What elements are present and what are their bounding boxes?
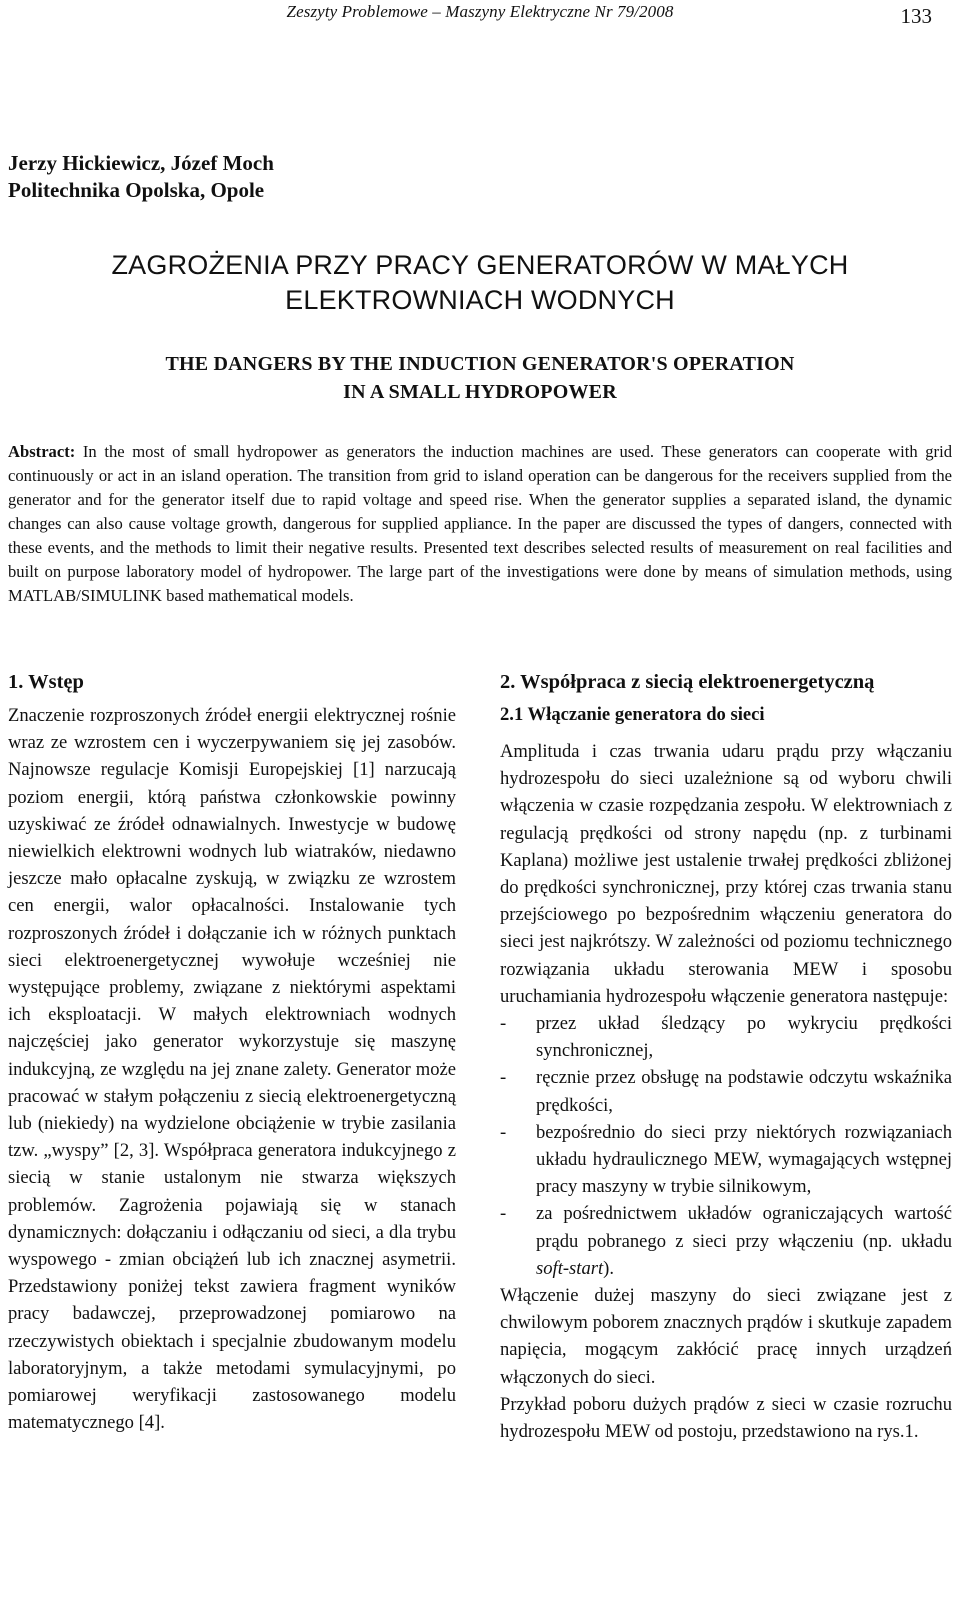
title-english-line-2: IN A SMALL HYDROPOWER	[343, 381, 617, 403]
title-polish	[0, 248, 960, 318]
section-2-paragraph-3: Przykład poboru dużych prądów z sieci w czasie rozruchu hydrozespołu MEW od postoju, przedstawiono na rys.1.	[500, 1393, 952, 1443]
dash-bullet: -	[500, 1013, 507, 1035]
dash-bullet: -	[500, 1067, 507, 1089]
section-1-text: Znaczenie rozproszonych źródeł energii elektrycznej rośnie wraz ze wzrostem cen i wyczerpywaniem się jej zasobów. Najnowsze regulacje Komisji Europejskiej [1] narzucają poziom energii, którą państwa członkowskie powinny uzyskiwać ze źródeł odnawialnych. Inwestycje w budowę niewielkich elektrowni wodnych lub wiatraków, niedawno jeszcze mało opłacalne zyskują, w związku ze wzrostem cen energii, walor opłacalności. Instalowanie tych rozproszonych źródeł i dołączanie ich w różnych punktach sieci elektroenergetycznej wywołuje wcześniej nie występujące problemy, związane z niektórymi aspektami ich eksploatacji. W małych elektrowniach wodnych najczęściej jako generator wykorzystuje się maszynę indukcyjną, ze względu na jej znane zalety. Generator może pracować w stałym połączeniu z siecią elektroenergetyczną lub (niekiedy) na wydzielone obciążenie w trybie zasilania tzw. „wyspy” [2, 3]. Współpraca generatora indukcyjnego z siecią w stanie ustalonym nie stwarza większych problemów. Zagrożenia pojawiają się w stanach dynamicznych: dołączaniu i odłączaniu od sieci, a dla trybu wyspowego - zmian obciążeń lub ich znacznej asymetrii. Przedstawiony poniżej tekst zawiera fragment wyników pracy badawczej, przeprowadzonej pomiarowo na rzeczywistych obiektach i specjalnie zbudowanym modelu laboratoryjnym, a także metodami symulacyjnymi, po pomiarowej weryfikacji zastosowanego modelu matematycznego [4].	[8, 705, 456, 1434]
author-affiliation: Politechnika Opolska, Opole	[8, 178, 265, 202]
title-english-line-1: THE DANGERS BY THE INDUCTION GENERATOR'S OPERATION	[165, 353, 795, 375]
author-names: Jerzy Hickiewicz, Józef Moch	[8, 151, 274, 175]
section-2-paragraph-2: Włączenie dużej maszyny do sieci związane jest z chwilowym poborem znacznych prądów i skutkuje zapadem napięcia, mogącym zakłócić pracę innych urządzeń włączonych do sieci.	[500, 1285, 952, 1388]
list-item-text-after: ).	[603, 1257, 615, 1279]
dash-bullet: -	[500, 1121, 507, 1143]
list-item	[500, 1119, 952, 1201]
section-2-heading: 2. Współpraca z siecią elektroenergetyczną	[500, 671, 875, 693]
list-item-text: bezpośrednio do sieci przy niektórych rozwiązaniach układu hydraulicznego MEW, wymagających wstępnej pracy maszyny w trybie silnikowym,	[536, 1121, 952, 1198]
list-item	[500, 1064, 952, 1118]
list-item-text-before: za pośrednictwem układów ograniczających wartość prądu pobranego z sieci przy włączeniu (np. układu	[536, 1203, 952, 1252]
dash-list	[500, 1010, 952, 1282]
abstract-label: Abstract:	[8, 442, 76, 461]
list-item	[500, 1200, 952, 1282]
subsection-2-1-heading: 2.1 Włączanie generatora do sieci	[500, 704, 765, 725]
page-number: 133	[900, 4, 932, 28]
dash-bullet: -	[500, 1203, 507, 1225]
title-polish-line-1: ZAGROŻENIA PRZY PRACY GENERATORÓW W MAŁYCH	[111, 250, 849, 280]
section-1-heading: 1. Wstęp	[8, 671, 84, 693]
abstract-text: In the most of small hydropower as generators the induction machines are used. These generators can cooperate with grid continuously or act in an island operation. The transition from grid to island operation can be dangerous for the receivers supplied from the generator and for the generator itself due to rapid voltage and speed rise. When the generator supplies a separated island, the dynamic changes can also cause voltage growth, dangerous for supplied appliance. In the paper are discussed the types of dangers, connected with these events, and the methods to limit their negative results. Presented text describes selected results of measurement on real facilities and built on purpose laboratory model of hydropower. The large part of the investigations were done by means of simulation methods, using MATLAB/SIMULINK based mathematical models.	[8, 442, 952, 605]
title-english	[0, 350, 960, 406]
list-item-text: przez układ śledzący po wykryciu prędkości synchronicznej,	[536, 1013, 952, 1062]
list-item-italic-term: soft-start	[536, 1257, 604, 1279]
journal-header: Zeszyty Problemowe – Maszyny Elektryczne Nr 79/2008	[286, 2, 674, 21]
title-polish-line-2: ELEKTROWNIACH WODNYCH	[285, 285, 675, 315]
section-2-intro: Amplituda i czas trwania udaru prądu przy włączaniu hydrozespołu do sieci uzależnione są od wyboru chwili włączenia w czasie rozpędzania zespołu. W elektrowniach z regulacją prędkości od strony napędu (np. z turbinami Kaplana) możliwe jest ustalenie trwałej prędkości zbliżonej do prędkości synchronicznej, przy której czas trwania stanu przejściowego po bezpośrednim włączeniu generatora do sieci jest najkrótszy. W zależności od poziomu technicznego rozwiązania układu sterowania MEW i sposobu uruchamiania hydrozespołu włączenie generatora następuje:	[500, 741, 952, 1007]
left-column	[8, 668, 456, 1436]
list-item-text: ręcznie przez obsługę na podstawie odczytu wskaźnika prędkości,	[536, 1067, 952, 1116]
abstract	[8, 440, 952, 608]
list-item	[500, 1010, 952, 1064]
right-column	[500, 668, 952, 1445]
author-block	[8, 150, 274, 204]
